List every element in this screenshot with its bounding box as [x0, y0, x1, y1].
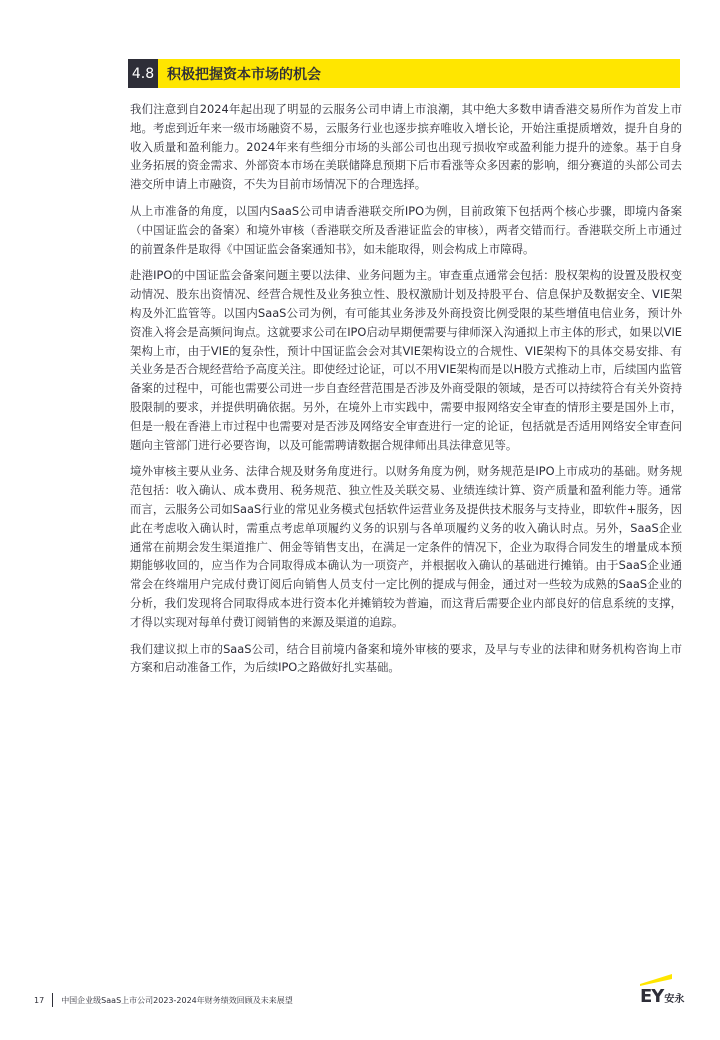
footer-divider	[52, 993, 53, 1007]
paragraph: 我们建议拟上市的SaaS公司，结合目前境内备案和境外审核的要求，及早与专业的法律和财务机构咨询上市方案和启动准备工作，为后续IPO之路做好扎实基础。	[130, 641, 682, 675]
ey-beam-icon	[640, 972, 672, 986]
paragraph: 从上市准备的角度，以国内SaaS公司申请香港联交所IPO为例，目前政策下包括两个核心步骤，即境内备案（中国证监会的备案）和境外审核（香港联交所及香港证监会的审核），两者交错而行。香港联交所上市通过的前置条件是取得《中国证监会备案通知书》，如未能取得，则会构成上市障碍。	[130, 203, 682, 256]
logo-brand: EY	[640, 986, 664, 1007]
section-number: 4.8	[128, 59, 158, 88]
page-footer	[34, 992, 293, 1008]
paragraph: 境外审核主要从业务、法律合规及财务角度进行。以财务角度为例，财务规范是IPO上市成功的基础。财务规范包括：收入确认、成本费用、税务规范、独立性及关联交易、业绩连续计算、资产质量和盈利能力等。通常而言，云服务公司如SaaS行业的常见业务模式包括软件运营业务及提供技术服务与支持业，即软件+服务，因此在考虑收入确认时，需重点考虑单项履约义务的识别与各单项履约义务的收入确认时点。另外，SaaS企业通常在前期会发生渠道推广、佣金等销售支出，在满足一定条件的情况下，企业为取得合同发生的增量成本预期能够收回的，应当作为合同取得成本确认为一项资产，并根据收入确认的基础进行摊销。由于SaaS企业通常会在终端用户完成付费订阅后向销售人员支付一定比例的提成与佣金，通过对一些较为成熟的SaaS企业的分析，我们发现将合同取得成本进行资本化并摊销较为普遍，而这背后需要企业内部良好的信息系统的支撑，才得以实现对每单付费订阅销售的来源及渠道的追踪。	[130, 464, 682, 629]
paragraph: 赴港IPO的中国证监会备案问题主要以法律、业务问题为主。审查重点通常会包括：股权架构的设置及股权变动情况、股东出资情况、经营合规性及业务独立性、股权激励计划及持股平台、信息保护及数据安全、VIE架构及外汇监管等。以国内SaaS公司为例，有可能其业务涉及外商投资比例受限的某些增值电信业务，预计外资准入将会是高频问询点。这就要求公司在IPO启动早期便需要与律师深入沟通拟上市主体的形式，如果以VIE架构上市，由于VIE的复杂性，预计中国证监会会对其VIE架构设立的合规性、VIE架构下的具体交易安排、有关业务是否合规经营给予高度关注。即使经过论证，可以不用VIE架构而是以H股方式推动上市，后续国内监管备案的过程中，可能也需要公司进一步自查经营范围是否涉及外商受限的领域，是否可以持续符合有关外资持股限制的要求，并提供明确依据。另外，在境外上市实践中，需要申报网络安全审查的情形主要是国外上市，但是一般在香港上市过程中也需要对是否涉及网络安全审查进行一定的论证，包括就是否适用网络安全审查问题向主管部门进行必要咨询，以及可能需聘请数据合规律师出具法律意见等。	[130, 268, 682, 452]
section-header	[128, 59, 680, 88]
paragraph: 我们注意到自2024年起出现了明显的云服务公司申请上市浪潮，其中绝大多数申请香港交易所作为首发上市地。考虑到近年来一级市场融资不易，云服务行业也逐步摈弃唯收入增长论，开始注重提质增效，提升自身的收入质量和盈利能力。2024年来有些细分市场的头部公司也出现亏损收窄或盈利能力提升的迹象。基于自身业务拓展的资金需求、外部资本市场在美联储降息预期下后市看涨等众多因素的影响，细分赛道的头部公司去港交所申请上市融资，不失为目前市场情况下的合理选择。	[130, 102, 682, 192]
ey-logo	[636, 972, 692, 1012]
page-number: 17	[34, 995, 45, 1005]
body-text	[130, 100, 682, 685]
logo-chinese-name: 安永	[664, 994, 685, 1005]
section-title: 积极把握资本市场的机会	[167, 66, 321, 83]
footer-title: 中国企业级SaaS上市公司2023-2024年财务绩效回顾及未来展望	[61, 995, 293, 1005]
